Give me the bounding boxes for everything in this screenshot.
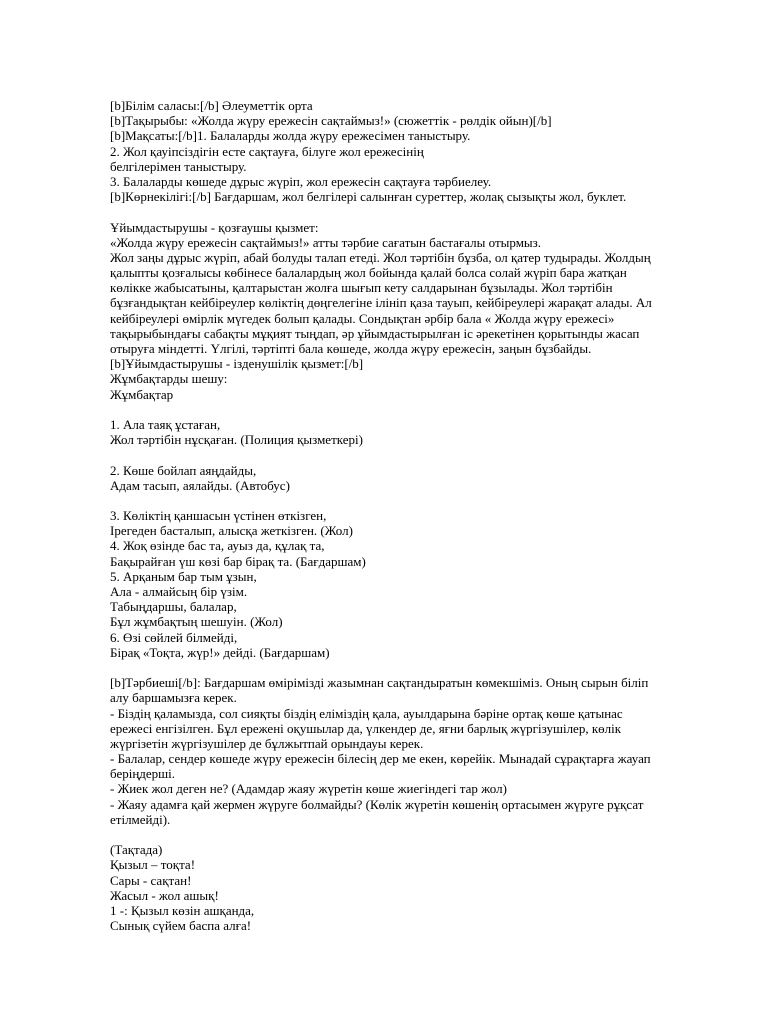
text-line: [b]Мақсаты:[/b]1. Балаларды жолда жүру ережесімен таныстыру. bbox=[110, 128, 471, 144]
text-line: - Балалар, сендер көшеде жүру ережесін білесің дер ме екен, көрейік. Мынадай сұрақтарға жауап bbox=[110, 751, 651, 767]
blank-line bbox=[110, 204, 710, 219]
text-line: Табыңдаршы, балалар, bbox=[110, 599, 237, 615]
text-line: 2. Көше бойлап аяңдайды, bbox=[110, 462, 257, 478]
text-line: жүргізетін жүргізушілер де бұлжытпай орындауы керек. bbox=[110, 735, 424, 751]
text-line: 3. Балаларды көшеде дұрыс жүріп, жол ережесін сақтауға тәрбиелеу. bbox=[110, 173, 492, 189]
text-line: 2. Жол қауіпсіздігін есте сақтауға, білуге жол ережесінің bbox=[110, 143, 424, 159]
text-line: бұзғандықтан кейбіреулер көліктің дөңгелегіне ілініп қаза тауып, кейбіреулері жарақат алады. Ал bbox=[110, 295, 652, 311]
text-line: Жол заңы дұрыс жүріп, абай болуды талап етеді. Жол тәртібін бұзба, ол қатер тудырады. Жолдың bbox=[110, 249, 651, 265]
text-line: көлікке жабысатыны, қалтарыстан жолға шығып кету салдарынан бұзылады. Жол тәртібін bbox=[110, 280, 613, 296]
blank-line bbox=[110, 660, 710, 675]
text-line: 6. Өзі сөйлей білмейді, bbox=[110, 629, 238, 645]
text-line: [b]Білім саласы:[/b] Әлеуметтік орта bbox=[110, 98, 313, 113]
text-line: белгілерімен таныстыру. bbox=[110, 158, 247, 174]
text-line: 1 -: Қызыл көзін ашқанда, bbox=[110, 902, 255, 918]
text-line: 4. Жоқ өзінде бас та, ауыз да, құлақ та, bbox=[110, 538, 325, 554]
text-line: Жасыл - жол ашық! bbox=[110, 887, 219, 903]
text-line: Адам тасып, аялайды. (Автобус) bbox=[110, 477, 290, 493]
text-line: 1. Ала таяқ ұстаған, bbox=[110, 416, 221, 432]
text-line: Сары - сақтан! bbox=[110, 872, 192, 888]
blank-line bbox=[110, 447, 710, 462]
text-line: Бұл жұмбақтың шешуін. (Жол) bbox=[110, 614, 283, 630]
text-line: Қызыл – тоқта! bbox=[110, 857, 196, 873]
text-line: [b]Көрнекілігі:[/b] Бағдаршам, жол белгілері салынған суреттер, жолақ сызықты жол, буклет. bbox=[110, 189, 627, 205]
text-line: Сынық сүйем баспа алға! bbox=[110, 918, 252, 934]
text-line: [b]Тәрбиеші[/b]: Бағдаршам өмірімізді жазымнан сақтандыратын көмекшіміз. Оның сырын біліп bbox=[110, 675, 649, 691]
blank-line bbox=[110, 493, 710, 508]
document-page bbox=[110, 98, 710, 933]
blank-line bbox=[110, 402, 710, 417]
text-line: - Біздің қаламызда, сол сияқты біздің еліміздің қала, ауылдарына бәріне ортақ көше қатынас bbox=[110, 705, 623, 721]
text-line: қалыпты қозғалысы көбінесе балалардың жол бойында қалай болса солай жүріп бара жатқан bbox=[110, 265, 627, 281]
text-line: - Жиек жол деген не? (Адамдар жаяу жүретін көше жиегіндегі тар жол) bbox=[110, 781, 507, 797]
text-line: Бірақ «Тоқта, жүр!» дейді. (Бағдаршам) bbox=[110, 644, 330, 660]
text-line: отыруға міндетті. Үлгілі, тәртіпті бала көшеде, жолда жүру ережесін, заңын бұзбайды. bbox=[110, 341, 592, 356]
text-line: Жол тәртібін нұсқаған. (Полиция қызметкері) bbox=[110, 432, 363, 448]
text-line: тақырыбындағы сабақты мұқият тыңдап, әр ұйымдастырылған іс әрекетінен қорытынды жасап bbox=[110, 325, 640, 341]
text-line: етілмейді). bbox=[110, 811, 171, 827]
text-line: Жұмбақтар bbox=[110, 386, 174, 402]
text-line: «Жолда жүру ережесін сақтаймыз!» атты тәрбие сағатын бастағалы отырмыз. bbox=[110, 234, 542, 250]
text-line: [b]Тақырыбы: «Жолда жүру ережесін сақтаймыз!» (сюжеттік - рөлдік ойын)[/b] bbox=[110, 113, 552, 129]
text-line: 3. Көліктің қаншасын үстінен өткізген, bbox=[110, 508, 327, 524]
text-line: Бақырайған үш көзі бар бірақ та. (Бағдаршам) bbox=[110, 553, 366, 569]
text-line: [b]Ұйымдастырушы - ізденушілік қызмет:[/b] bbox=[110, 356, 364, 372]
text-line: беріңдерші. bbox=[110, 766, 176, 782]
text-line: ережесі енгізілген. Бұл ережені оқушылар да, үлкендер де, яғни барлық жүргізушілер, көлік bbox=[110, 720, 622, 736]
blank-line bbox=[110, 827, 710, 842]
text-line: (Тақтада) bbox=[110, 842, 163, 858]
text-line: Жұмбақтарды шешу: bbox=[110, 371, 228, 387]
text-line: Ірегеден басталып, алысқа жеткізген. (Жол) bbox=[110, 523, 353, 539]
text-line: алу баршамызға керек. bbox=[110, 690, 237, 706]
text-line: - Жаяу адамға қай жермен жүруге болмайды? (Көлік жүретін көшенің ортасымен жүруге рұқсат bbox=[110, 796, 644, 812]
text-line: кейбіреулері өмірлік мүгедек болып қалады. Сондықтан әрбір бала « Жолда жүру ережесі» bbox=[110, 310, 615, 326]
text-line: Ұйымдастырушы - қозғаушы қызмет: bbox=[110, 219, 319, 235]
text-line: Ала - алмайсың бір үзім. bbox=[110, 584, 248, 599]
text-line: 5. Арқаным бар тым ұзын, bbox=[110, 568, 257, 584]
